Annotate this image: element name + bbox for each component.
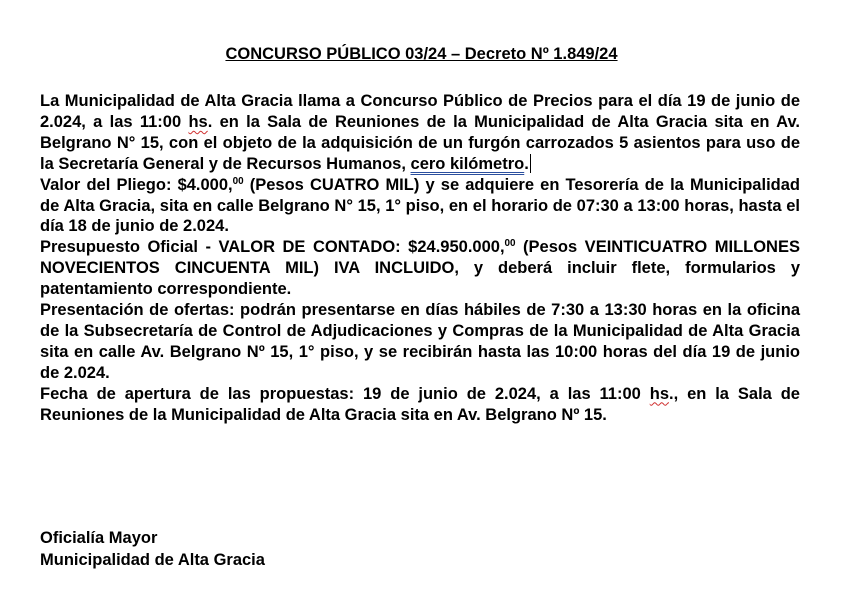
text-cursor [530, 154, 531, 173]
paragraph-apertura [40, 384, 800, 426]
paragraph-presentacion: Presentación de ofertas: podrán presentarse en días hábiles de 7:30 a 13:30 horas en la oficina de la Subsecretaría de Control de Adjudicaciones y Compras de la Municipalidad de Alta Gracia sita en calle Av. Belgrano Nº 15, 1° piso, y se recibirán hasta las 10:00 horas del día 19 de junio de 2.024. [40, 301, 800, 382]
presupuesto-cents: 00 [504, 238, 516, 250]
signature-municipality: Municipalidad de Alta Gracia [40, 551, 265, 569]
paragraph-pliego [40, 175, 800, 238]
paragraph-presupuesto [40, 237, 800, 300]
document-title: CONCURSO PÚBLICO 03/24 – Decreto Nº 1.849/24 [225, 45, 618, 63]
paragraph-call [40, 91, 800, 175]
signature-block [40, 527, 265, 571]
signature-office: Oficialía Mayor [40, 529, 158, 547]
presupuesto-text-b: (Pesos VEINTICUATRO MILLONES NOVECIENTOS CINCUENTA MIL) IVA INCLUIDO, y deberá incluir flete, formularios y patentamiento correspondiente. [40, 238, 800, 299]
apertura-text-a: Fecha de apertura de las propuestas: 19 de junio de 2.024, a las 11:00 [40, 384, 650, 403]
spellcheck-word-hs-2: hs [649, 384, 669, 403]
document-body [40, 91, 800, 426]
call-text-b: . en la Sala de Reuniones de la Municipalidad de Alta Gracia sita en Av. Belgrano N° 15, con el objeto de la adquisición de un furgón carrozados 5 asientos para uso de la Secretaría General y de Recursos Humanos, [40, 112, 800, 173]
pliego-cents: 00 [232, 175, 244, 187]
spellcheck-word-hs: hs [188, 112, 208, 131]
grammar-flag-cero-kilometro: cero kilómetro [410, 154, 525, 173]
presupuesto-text-a: Presupuesto Oficial - VALOR DE CONTADO: $24.950.000, [40, 238, 505, 257]
pliego-text-a: Valor del Pliego: $4.000, [40, 175, 233, 194]
call-text-a: La Municipalidad de Alta Gracia llama a Concurso Público de Precios para el día 19 de junio de 2.024, a las 11:00 [40, 92, 800, 131]
call-text-end: . [524, 154, 529, 173]
pliego-text-b: (Pesos CUATRO MIL) y se adquiere en Tesorería de la Municipalidad de Alta Gracia, sita en calle Belgrano N° 15, 1° piso, en el horario de 07:30 a 13:00 horas, hasta el día 18 de junio de 2.024. [40, 175, 800, 236]
apertura-text-b: ., en la Sala de Reuniones de la Municipalidad de Alta Gracia sita en Av. Belgrano Nº 15. [40, 384, 800, 424]
